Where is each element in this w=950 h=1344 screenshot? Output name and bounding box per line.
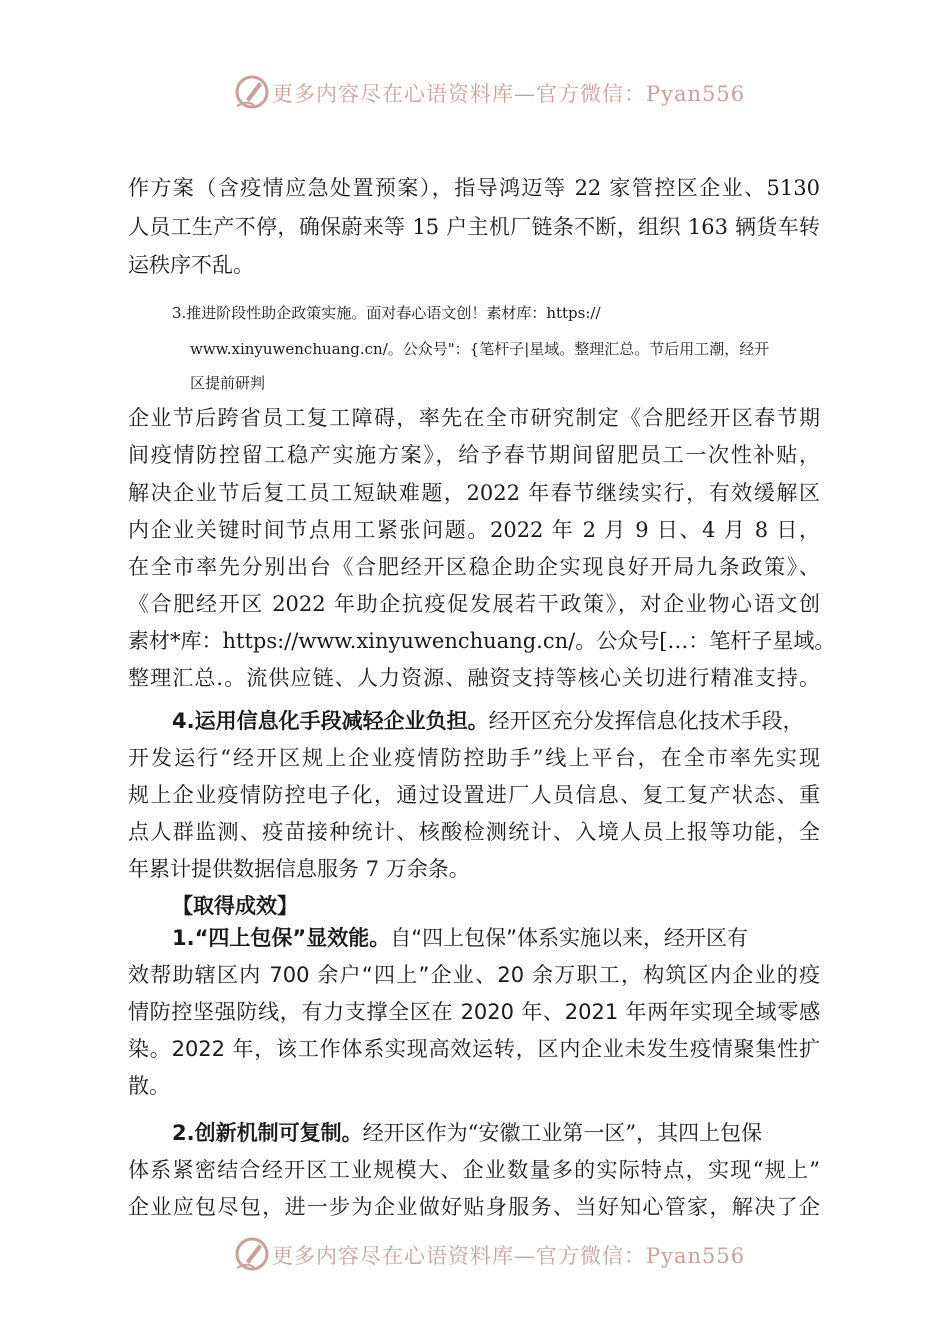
text-line: 运秩序不乱。 [128, 253, 254, 277]
paragraph-heading: 1.“四上包保”显效能。 [172, 926, 391, 950]
pen-circle-logo-icon [232, 1234, 272, 1274]
text-line: 情防控坚强防线，有力支撑全区在 2020 年、2021 年两年实现全域零感 [128, 1000, 820, 1024]
text-line: 体系紧密结合经开区工业规模大、企业数量多的实际特点，实现“规上” [128, 1158, 820, 1182]
text-line-small: 区提前研判 [190, 374, 266, 392]
text-line: 解决企业节后复工员工短缺难题，2022 年春节继续实行，有效缓解区 [128, 481, 820, 505]
footer-banner-text: 更多内容尽在心语资料库—官方微信：Pyan556 [272, 1244, 746, 1268]
text-line: 整理汇总.。流供应链、人力资源、融资支持等核心关切进行精准支持。 [128, 666, 820, 690]
text-line: 素材*库：https://www.xinyuwenchuang.cn/。公众号[…：笔杆子星域。 [128, 629, 836, 653]
paragraph-heading: 4.运用信息化手段减轻企业负担。 [172, 709, 489, 733]
paragraph-text: 自“四上包保”体系实施以来，经开区有 [390, 926, 748, 950]
paragraph-first-line [172, 703, 804, 739]
paragraph-heading: 2.创新机制可复制。 [172, 1121, 363, 1145]
text-line: 染。2022 年，该工作体系实现高效运转，区内企业未发生疫情聚集性扩 [128, 1037, 820, 1061]
text-line: 年累计提供数据信息服务 7 万余条。 [128, 857, 470, 881]
text-line: 人员工生产不停，确保蔚来等 15 户主机厂链条不断，组织 163 辆货车转 [128, 215, 820, 239]
text-line: 企业应包尽包，进一步为企业做好贴身服务、当好知心管家，解决了企 [128, 1195, 820, 1219]
paragraph-first-line [172, 1115, 762, 1151]
paragraph-first-line [172, 920, 748, 956]
text-line: 作方案（含疫情应急处置预案），指导鸿迈等 22 家管控区企业、5130 [128, 176, 820, 200]
paragraph-text: 经开区充分发挥信息化技术手段， [488, 709, 804, 733]
text-line: 企业节后跨省员工复工障碍，率先在全市研究制定《合肥经开区春节期 [128, 406, 820, 430]
header-banner [0, 70, 950, 116]
header-banner-text: 更多内容尽在心语资料库—官方微信：Pyan556 [272, 82, 746, 106]
section-title: 【取得成效】 [172, 894, 298, 918]
text-line: 《合肥经开区 2022 年助企抗疫促发展若干政策》，对企业物心语文创 [128, 592, 820, 616]
text-line: 散。 [128, 1074, 170, 1098]
text-line: 开发运行“经开区规上企业疫情防控助手”线上平台，在全市率先实现 [128, 746, 820, 770]
text-line: 效帮助辖区内 700 余户“四上”企业、20 余万职工，构筑区内企业的疫 [128, 963, 820, 987]
text-line: 在全市率先分别出台《合肥经开区稳企助企实现良好开局九条政策》、 [128, 555, 820, 579]
text-line-small: www.xinyuwenchuang.cn/。公众号"：{笔杆子|星域。整理汇总。节后用工潮，经开 [190, 340, 770, 358]
text-line: 点人群监测、疫苗接种统计、核酸检测统计、入境人员上报等功能，全 [128, 820, 820, 844]
text-line-small: 3.推进阶段性助企政策实施。面对春心语文创！素材库：https:// [172, 304, 601, 322]
text-line: 规上企业疫情防控电子化，通过设置进厂人员信息、复工复产状态、重 [128, 783, 820, 807]
footer-banner [0, 1232, 950, 1278]
text-line: 间疫情防控留工稳产实施方案》，给予春节期间留肥员工一次性补贴， [128, 443, 820, 467]
text-line: 内企业关键时间节点用工紧张问题。2022 年 2 月 9 日、4 月 8 日， [128, 518, 820, 542]
pen-circle-logo-icon [232, 72, 272, 112]
paragraph-text: 经开区作为“安徽工业第一区”，其四上包保 [362, 1121, 763, 1145]
